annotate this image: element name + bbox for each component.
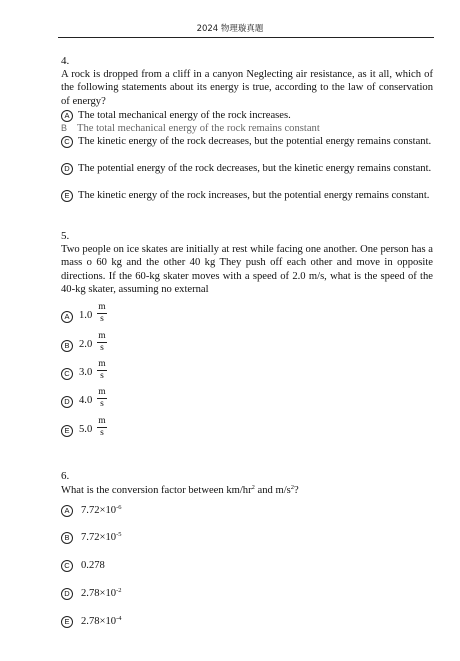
option-base: 2.78×10 <box>81 616 117 627</box>
option-b-circle: B <box>61 340 73 352</box>
option-exponent: -4 <box>116 615 122 622</box>
option-d-circle: D <box>61 396 73 408</box>
option-text: The total mechanical energy of the rock remains constant <box>77 123 320 134</box>
option-value: 1.0 <box>79 310 93 321</box>
unit-fraction <box>97 387 107 410</box>
header-rule <box>58 37 434 38</box>
option-c-circle: C <box>61 368 73 380</box>
option-c-circle: C <box>61 136 73 148</box>
option-base: 7.72×10 <box>81 505 117 516</box>
question-5-number: 5. <box>61 230 70 242</box>
option-a-circle: A <box>61 311 73 323</box>
page-header: 2024 物理璇真題 <box>196 24 264 34</box>
option-base: 7.72×10 <box>81 532 117 543</box>
unit-denominator: s <box>100 314 104 324</box>
option-text: The total mechanical energy of the rock increases. <box>78 110 291 121</box>
option-exponent: -5 <box>116 531 122 538</box>
question-4-option-b[interactable] <box>61 122 433 135</box>
option-b-letter: B <box>61 123 68 133</box>
unit-fraction <box>97 359 107 382</box>
unit-numerator: m <box>98 331 106 341</box>
option-a-circle: A <box>61 505 73 517</box>
option-exponent: -2 <box>116 587 122 594</box>
option-base: 0.278 <box>81 560 105 571</box>
question-6-option-d[interactable] <box>61 588 122 600</box>
option-c-circle: C <box>61 560 73 572</box>
stem-part: What is the conversion factor between km/hr <box>61 485 252 496</box>
question-6-stem <box>61 484 433 497</box>
option-text: The potential energy of the rock decreases, but the kinetic energy remains constant. <box>78 163 432 174</box>
question-6-option-b[interactable] <box>61 532 122 544</box>
question-4-option-e[interactable] <box>61 189 433 202</box>
option-d-circle: D <box>61 163 73 175</box>
question-4-option-c[interactable] <box>61 135 433 148</box>
stem-part: ? <box>294 485 299 496</box>
question-4-number: 4. <box>61 55 70 67</box>
unit-numerator: m <box>98 302 106 312</box>
unit-fraction <box>97 416 107 439</box>
unit-denominator: s <box>100 371 104 381</box>
option-e-circle: E <box>61 190 73 202</box>
option-d-circle: D <box>61 588 73 600</box>
option-value: 3.0 <box>79 367 93 378</box>
question-6-option-a[interactable] <box>61 505 122 517</box>
question-6-option-e[interactable] <box>61 616 122 628</box>
question-4-option-a[interactable] <box>61 109 433 122</box>
question-4-option-d[interactable] <box>61 162 433 175</box>
option-b-circle: B <box>61 532 73 544</box>
stem-part: and m/s <box>254 485 291 496</box>
option-value: 4.0 <box>79 395 93 406</box>
unit-denominator: s <box>100 428 104 438</box>
question-5-stem: Two people on ice skates are initially at rest while facing one another. One person has a mass o 60 kg and the other 40 kg They push off each other and move in opposite directions. If the 60-kg skater moves with a speed of 2.0 m/s, what is the speed of the 40-kg skater, assuming no external <box>61 244 433 296</box>
option-e-circle: E <box>61 425 73 437</box>
unit-denominator: s <box>100 399 104 409</box>
unit-numerator: m <box>98 387 106 397</box>
stem-exponent: 2 <box>290 484 295 491</box>
question-6-number: 6. <box>61 470 70 482</box>
unit-numerator: m <box>98 359 106 369</box>
option-base: 2.78×10 <box>81 588 117 599</box>
option-text: The kinetic energy of the rock increases, but the potential energy remains constant. <box>78 190 430 201</box>
unit-fraction <box>97 331 107 354</box>
option-value: 5.0 <box>79 424 93 435</box>
option-value: 2.0 <box>79 339 93 350</box>
unit-numerator: m <box>98 416 106 426</box>
option-a-circle: A <box>61 110 73 122</box>
unit-fraction <box>97 302 107 325</box>
option-exponent: -6 <box>116 504 122 511</box>
question-4-stem: A rock is dropped from a cliff in a canyon Neglecting air resistance, as it all, which of the following statements about its energy is true, according to the law of conservation of energy? <box>61 69 433 107</box>
unit-denominator: s <box>100 343 104 353</box>
option-text: The kinetic energy of the rock decreases, but the potential energy remains constant. <box>78 136 432 147</box>
stem-exponent: 2 <box>251 484 255 491</box>
question-6-option-c[interactable] <box>61 560 105 572</box>
option-e-circle: E <box>61 616 73 628</box>
